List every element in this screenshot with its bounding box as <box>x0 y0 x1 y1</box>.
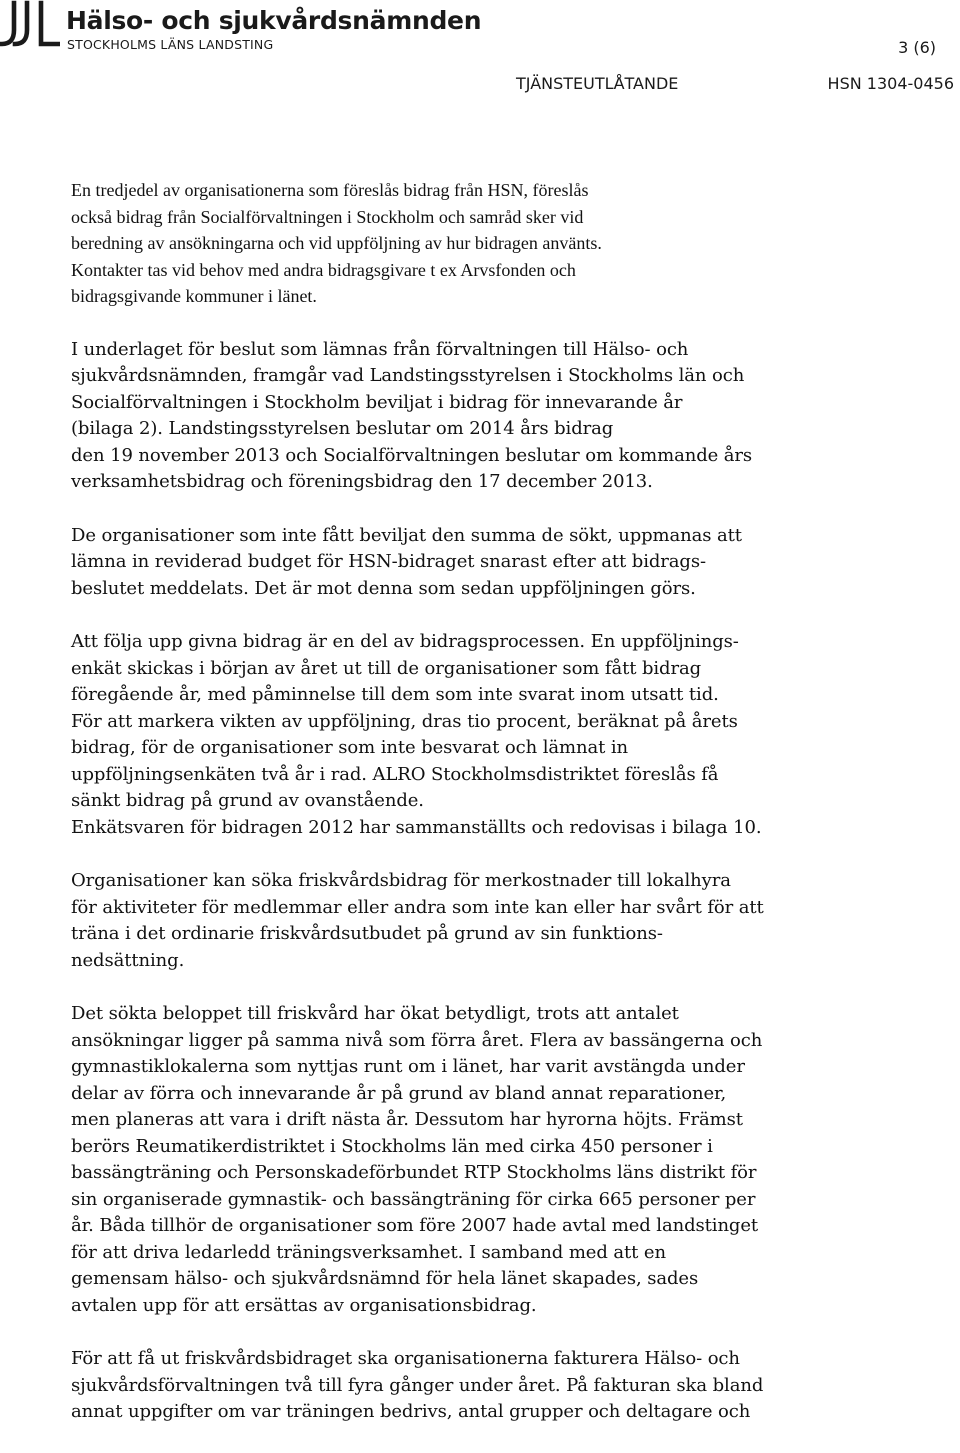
text-line: För att få ut friskvårdsbidraget ska organisationerna fakturera Hälso- och <box>71 1348 740 1369</box>
text-line: Enkätsvaren för bidragen 2012 har sammanställts och redovisas i bilaga 10. <box>71 816 762 838</box>
text-line: sjukvårdsförvaltningen två till fyra gånger under året. På fakturan ska bland <box>71 1374 764 1396</box>
document-body <box>71 177 801 1453</box>
text-line: år. Båda tillhör de organisationer som före 2007 hade avtal med landstinget <box>71 1215 759 1236</box>
text-line: beslutet meddelats. Det är mot denna som sedan uppföljningen görs. <box>71 577 696 599</box>
text-line: gymnastiklokalerna som nyttjas runt om i länet, har varit avstängda under <box>71 1056 745 1077</box>
text-line: Organisationer kan söka friskvårdsbidrag för merkostnader till lokalhyra <box>71 870 731 891</box>
page-number: 3 (6) <box>898 38 936 57</box>
text-line: föregående år, med påminnelse till dem som inte svarat inom utsatt tid. <box>71 684 719 705</box>
paragraph <box>71 337 801 496</box>
text-line: ansökningar ligger på samma nivå som förra året. Flera av bassängerna och <box>71 1029 763 1051</box>
text-line: för aktiviteter för medlemmar eller andra som inte kan eller har svårt för att <box>71 896 764 918</box>
organization-subtitle: STOCKHOLMS LÄNS LANDSTING <box>67 37 274 52</box>
text-line: den 19 november 2013 och Socialförvaltningen beslutar om kommande års <box>71 444 753 466</box>
text-line: I underlaget för beslut som lämnas från förvaltningen till Hälso- och <box>71 338 689 360</box>
paragraph <box>71 523 801 603</box>
text-line: sin organiserade gymnastik- och bassängträning för cirka 665 personer per <box>71 1188 756 1210</box>
text-line: delar av förra och innevarande år på grund av bland annat reparationer, <box>71 1082 727 1104</box>
paragraph <box>71 177 801 310</box>
text-line: En tredjedel av organisationerna som föreslås bidrag från HSN, föreslås <box>71 180 589 200</box>
text-line: men planeras att vara i drift nästa år. Dessutom har hyrorna höjts. Främst <box>71 1109 743 1130</box>
text-line: Kontakter tas vid behov med andra bidragsgivare t ex Arvsfonden och <box>71 259 576 280</box>
text-line: för att driva ledarledd träningsverksamhet. I samband med att en <box>71 1241 666 1263</box>
text-line: Att följa upp givna bidrag är en del av bidragsprocessen. En uppföljnings- <box>71 631 739 652</box>
text-line: träna i det ordinarie friskvårdsutbudet på grund av sin funktions- <box>71 923 663 944</box>
text-line: också bidrag från Socialförvaltningen i Stockholm och samråd sker vid <box>71 206 584 227</box>
paragraph <box>71 629 801 841</box>
text-line: annat uppgifter om var träningen bedrivs, antal grupper och deltagare och <box>71 1401 751 1422</box>
text-line: bidrag, för de organisationer som inte besvarat och lämnat in <box>71 737 628 758</box>
text-line: bassängträning och Personskadeförbundet RTP Stockholms läns distrikt för <box>71 1162 757 1183</box>
text-line: sänkt bidrag på grund av ovanstående. <box>71 790 424 811</box>
text-line: Det sökta beloppet till friskvård har ökat betydligt, trots att antalet <box>71 1003 679 1024</box>
text-line: För att markera vikten av uppföljning, dras tio procent, beräknat på årets <box>71 710 738 732</box>
text-line: verksamhetsbidrag och föreningsbidrag den 17 december 2013. <box>71 471 653 492</box>
text-line: sjukvårdsnämnden, framgår vad Landstingsstyrelsen i Stockholms län och <box>71 365 745 386</box>
text-line: (bilaga 2). Landstingsstyrelsen beslutar om 2014 års bidrag <box>71 418 614 439</box>
document-reference: HSN 1304-0456 <box>827 74 954 93</box>
text-line: beredning av ansökningarna och vid uppföljning av hur bidragen använts. <box>71 233 602 253</box>
paragraph <box>71 868 801 974</box>
text-line: uppföljningsenkäten två år i rad. ALRO Stockholmsdistriktet föreslås få <box>71 763 719 785</box>
text-line: Socialförvaltningen i Stockholm beviljat i bidrag för innevarande år <box>71 391 683 413</box>
sll-logo-icon <box>0 0 60 50</box>
organization-name: Hälso- och sjukvårdsnämnden <box>66 6 482 35</box>
document-type: TJÄNSTEUTLÅTANDE <box>516 74 679 93</box>
text-line: avtalen upp för att ersättas av organisationsbidrag. <box>71 1294 537 1316</box>
text-line: berörs Reumatikerdistriktet i Stockholms län med cirka 450 personer i <box>71 1135 713 1157</box>
text-line: nedsättning. <box>71 949 185 971</box>
text-line: bidragsgivande kommuner i länet. <box>71 286 317 306</box>
text-line: enkät skickas i början av året ut till de organisationer som fått bidrag <box>71 657 702 679</box>
text-line: lämna in reviderad budget för HSN-bidraget snarast efter att bidrags- <box>71 551 706 572</box>
paragraph <box>71 1346 801 1426</box>
text-line: gemensam hälso- och sjukvårdsnämnd för hela länet skapades, sades <box>71 1268 699 1289</box>
text-line: De organisationer som inte fått beviljat den summa de sökt, uppmanas att <box>71 524 742 546</box>
paragraph <box>71 1001 801 1319</box>
